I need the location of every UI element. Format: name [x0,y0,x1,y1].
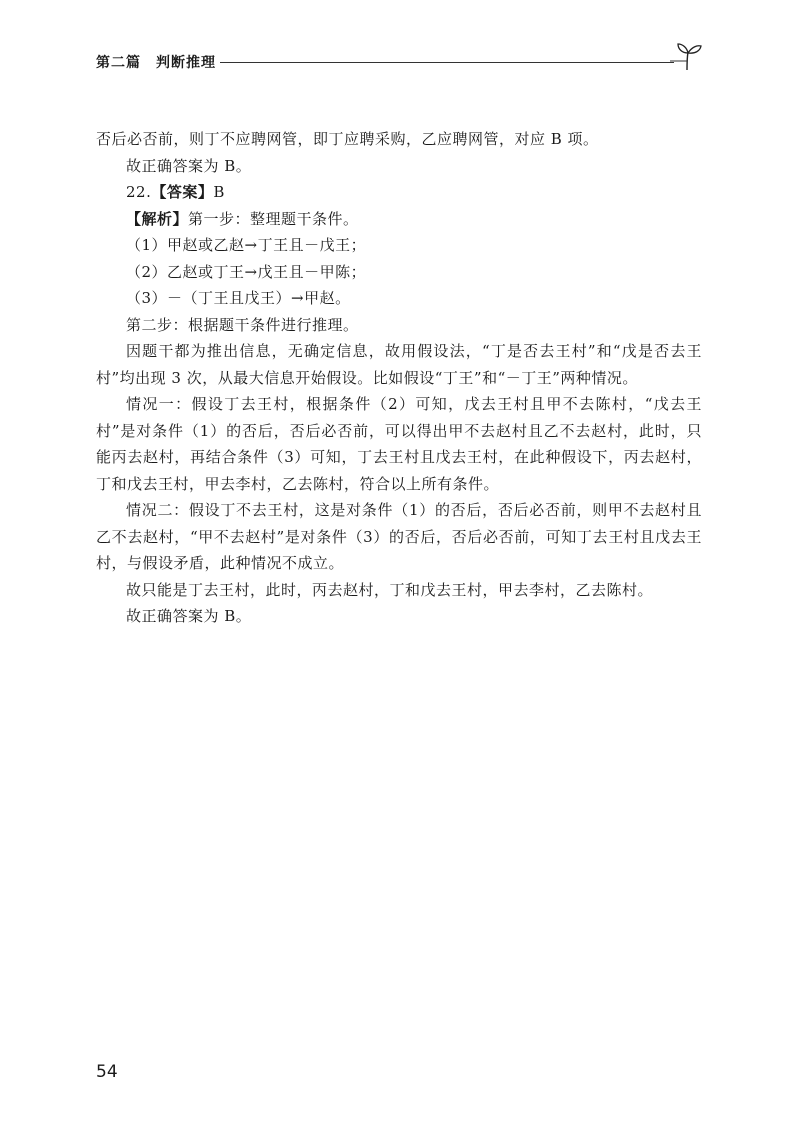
condition-2: （2）乙赵或丁王→戊王且－甲陈； [126,262,367,281]
section-title: 第二篇 判断推理 [96,55,216,71]
analysis-line [96,206,702,233]
answer-value: B [213,183,225,201]
answer-line [96,179,702,206]
final-answer: 故正确答案为 B。 [126,607,252,625]
page-number: 54 [96,1062,118,1082]
sprout-icon [670,42,704,72]
case-two: 情况二：假设丁不去王村，这是对条件（1）的否后，否后必否前，则甲不去赵村且乙不去赵村，“甲不去赵村”是对条件（3）的否后，否后必否前，可知丁去王村且戊去王村，与假设矛盾，此种情况不成立。 [96,501,702,572]
paragraph: 第二步：根据题干条件进行推理。 [126,315,359,334]
conclusion: 故只能是丁去王村，此时，丙去赵村，丁和戊去王村，甲去李村，乙去陈村。 [126,580,654,599]
body-text [96,126,702,630]
header-rule [220,62,674,63]
analysis-text: 第一步：整理题干条件。 [188,209,359,228]
paragraph: 因题干都为推出信息，无确定信息，故用假设法，“丁是否去王村”和“戊是否去王村”均出现 3 次，从最大信息开始假设。比如假设“丁王”和“－丁王”两种情况。 [96,342,702,387]
question-number: 22. [126,183,152,201]
running-header [96,50,704,74]
case-one: 情况一：假设丁去王村，根据条件（2）可知，戊去王村且甲不去陈村，“戊去王村”是对条件（1）的否后，否后必否前，可以得出甲不去赵村且乙不去赵村，此时，只能丙去赵村，再结合条件（3）可知，丁去王村且戊去王村，在此种假设下，丙去赵村，丁和戊去王村，甲去李村，乙去陈村，符合以上所有条件。 [96,395,702,493]
condition-3: （3）－（丁王且戊王）→甲赵。 [126,289,351,307]
answer-tag: 【答案】 [151,183,214,201]
paragraph: 故正确答案为 B。 [126,156,252,175]
paragraph: 否后必否前，则丁不应聘网管，即丁应聘采购，乙应聘网管，对应 B 项。 [96,130,599,148]
condition-1: （1）甲赵或乙赵→丁王且－戊王； [126,236,367,254]
analysis-tag: 【解析】 [126,209,189,228]
